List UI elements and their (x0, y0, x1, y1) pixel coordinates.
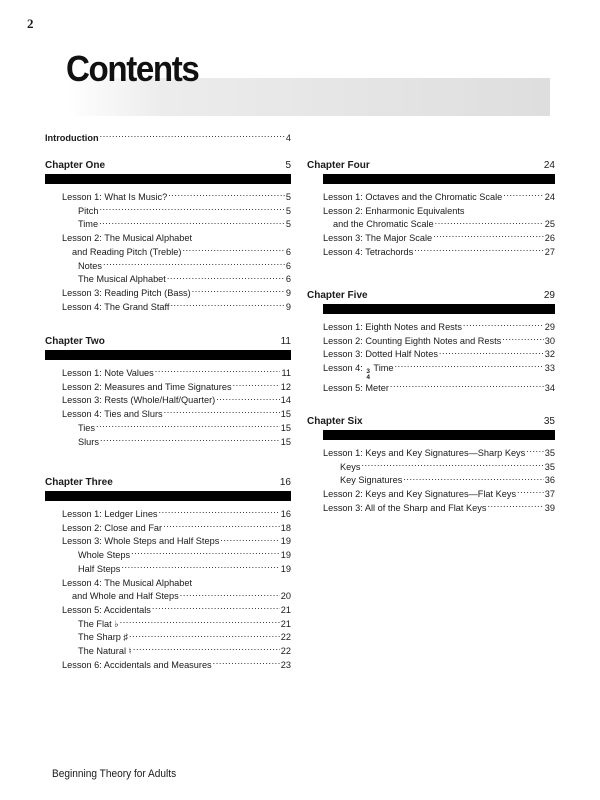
entry-label: Lesson 5: Meter (323, 383, 389, 394)
page-title: Contents (66, 48, 199, 89)
chapter-title: Chapter Six (307, 416, 363, 427)
toc-entry[interactable] (45, 521, 291, 535)
entry-label: The Musical Alphabet (78, 274, 166, 285)
dot-leader (233, 380, 280, 390)
dot-leader (100, 131, 285, 141)
entry-label: Lesson 3: Dotted Half Notes (323, 349, 438, 360)
chapter-heading[interactable] (307, 157, 555, 171)
chapter-page: 5 (285, 160, 291, 171)
chapter-five (307, 287, 555, 395)
entry-label: and Whole and Half Steps (72, 591, 179, 602)
dot-leader (129, 630, 280, 640)
dot-leader (503, 190, 544, 200)
toc-entry[interactable] (45, 190, 291, 204)
chapter-entries (45, 507, 291, 671)
entry-label: The Sharp ♯ (78, 632, 129, 643)
chapter-one (45, 157, 291, 313)
entry-label: The Natural ♮ (78, 646, 132, 657)
toc-entry[interactable] (307, 320, 555, 334)
dot-leader (182, 245, 284, 255)
entry-label: Lesson 6: Accidentals and Measures (62, 659, 212, 670)
time-sig-bottom: 4 (366, 374, 371, 382)
entry-page: 18 (280, 522, 291, 533)
entry-label: Introduction (45, 133, 99, 143)
toc-entry[interactable] (45, 548, 291, 562)
entry-page: 33 (544, 363, 555, 374)
toc-entry[interactable] (307, 473, 555, 487)
chapter-title: Chapter Three (45, 477, 113, 488)
entry-page: 30 (544, 335, 555, 346)
dot-leader (439, 347, 544, 357)
entry-page: 6 (285, 260, 291, 271)
entry-label: Notes (78, 260, 103, 271)
dot-leader (168, 190, 285, 200)
entry-page: 36 (544, 475, 555, 486)
entry-label: Lesson 1: Octaves and the Chromatic Scale (323, 192, 503, 202)
entry-label: and the Chromatic Scale (333, 219, 434, 230)
dot-leader (152, 603, 280, 613)
toc-entry[interactable] (307, 217, 555, 231)
dot-leader (213, 658, 280, 668)
entry-page: 19 (280, 536, 291, 547)
toc-entry[interactable] (307, 245, 555, 259)
dot-leader (361, 460, 543, 470)
entry-label-suffix: Time (373, 363, 394, 374)
toc-entry[interactable] (307, 487, 555, 501)
footer-title: Beginning Theory for Adults (52, 768, 177, 780)
dot-leader (103, 259, 285, 269)
entry-page: 27 (544, 246, 555, 257)
entry-page: 35 (544, 461, 555, 472)
toc-entry[interactable] (307, 381, 555, 395)
entry-label-prefix: Lesson 4: (323, 363, 363, 374)
entry-label: and Reading Pitch (Treble) (72, 246, 182, 257)
time-signature-icon (366, 369, 370, 381)
chapter-title: Chapter One (45, 160, 106, 171)
entry-page: 14 (280, 395, 291, 406)
entry-page: 5 (285, 219, 291, 230)
toc-entry[interactable] (45, 272, 291, 286)
entry-page: 5 (285, 205, 291, 216)
chapter-heading[interactable] (45, 474, 291, 488)
chapter-bar (323, 174, 555, 184)
chapter-title: Chapter Five (307, 290, 368, 301)
toc-entry[interactable] (45, 421, 291, 435)
toc-entry[interactable] (45, 589, 291, 603)
dot-leader (159, 507, 280, 517)
entry-label: The Flat ♭ (78, 618, 119, 629)
entry-label: Lesson 2: Close and Far (62, 522, 163, 533)
chapter-bar (45, 491, 291, 501)
toc-entry[interactable] (45, 562, 291, 576)
entry-label: Lesson 1: What Is Music? (62, 192, 168, 202)
toc-entry[interactable] (45, 658, 291, 672)
toc-entry[interactable] (307, 446, 555, 460)
toc-entry[interactable] (45, 245, 291, 259)
dot-leader (99, 204, 284, 214)
entry-page: 4 (285, 133, 291, 143)
dot-leader (131, 548, 280, 558)
toc-entry[interactable] (45, 617, 291, 631)
time-sig-top: 3 (366, 368, 371, 376)
chapter-six (307, 413, 555, 515)
dot-leader (433, 231, 544, 241)
entry-label: Pitch (78, 205, 99, 216)
entry-label: Lesson 2: Measures and Time Signatures (62, 381, 232, 392)
toc-entry[interactable] (45, 507, 291, 521)
dot-leader (155, 366, 281, 376)
toc-entry[interactable] (45, 644, 291, 658)
toc-entry[interactable] (45, 366, 291, 380)
entry-label: Lesson 2: Keys and Key Signatures—Flat Keys (323, 489, 517, 500)
toc-entry[interactable] (45, 217, 291, 231)
chapter-entries (45, 366, 291, 448)
dot-leader (390, 381, 544, 391)
dot-leader (121, 562, 279, 572)
entry-label: Lesson 2: Counting Eighth Notes and Rests (323, 335, 502, 346)
entry-label: Lesson 1: Note Values (62, 368, 154, 378)
dot-leader (133, 644, 280, 654)
chapter-entries (45, 190, 291, 313)
entry-label: Lesson 2: Enharmonic Equivalents (323, 205, 465, 216)
dot-leader (163, 521, 280, 531)
entry-page: 16 (280, 509, 291, 519)
toc-entry[interactable] (307, 204, 555, 218)
entry-label: Lesson 4: The Grand Staff (62, 301, 170, 312)
chapter-page: 29 (543, 290, 555, 301)
entry-page: 19 (280, 563, 291, 574)
dot-leader (99, 217, 285, 227)
entry-page: 6 (285, 274, 291, 285)
toc-entry[interactable] (45, 300, 291, 314)
dot-leader (164, 407, 280, 417)
toc-entry[interactable] (45, 380, 291, 394)
entry-page: 15 (280, 422, 291, 433)
entry-page: 39 (544, 502, 555, 513)
entry-page: 23 (280, 659, 291, 670)
dot-leader (100, 435, 280, 445)
entry-label: Keys (340, 461, 361, 472)
chapter-title: Chapter Two (45, 336, 105, 347)
entry-label: Lesson 4: The Musical Alphabet (62, 577, 193, 588)
entry-page: 9 (285, 287, 291, 298)
entry-label: Time (78, 219, 99, 230)
dot-leader (220, 534, 279, 544)
dot-leader (435, 217, 544, 227)
toc-entry[interactable] (307, 501, 555, 515)
chapter-page: 35 (543, 416, 555, 427)
toc-entry[interactable] (307, 334, 555, 348)
dot-leader (403, 473, 543, 483)
chapter-bar (45, 350, 291, 360)
chapter-bar (323, 304, 555, 314)
entry-page: 32 (544, 349, 555, 360)
toc-entry[interactable] (307, 361, 555, 381)
entry-label: Lesson 1: Eighth Notes and Rests (323, 322, 462, 332)
entry-label: Lesson 5: Accidentals (62, 604, 151, 615)
toc-entry[interactable] (45, 393, 291, 407)
chapter-entries (307, 446, 555, 515)
chapter-page: 24 (543, 160, 555, 171)
entry-page: 15 (280, 436, 291, 447)
entry-label: Lesson 2: The Musical Alphabet (62, 233, 193, 244)
entry-page: 25 (544, 219, 555, 230)
chapter-two (45, 333, 291, 448)
toc-entry[interactable] (307, 190, 555, 204)
entry-label: Slurs (78, 436, 99, 447)
chapter-heading[interactable] (45, 333, 291, 347)
entry-label (323, 362, 394, 381)
dot-leader (170, 300, 284, 310)
entry-page: 12 (280, 381, 291, 392)
chapter-title: Chapter Four (307, 160, 370, 171)
dot-leader (487, 501, 543, 511)
entry-page: 21 (280, 604, 291, 615)
chapter-four (307, 157, 555, 259)
entry-label: Half Steps (78, 563, 121, 574)
chapter-bar (323, 430, 555, 440)
toc-entry[interactable] (45, 286, 291, 300)
entry-label: Lesson 1: Ledger Lines (62, 509, 158, 519)
toc-entry[interactable] (45, 630, 291, 644)
dot-leader (463, 320, 544, 330)
toc-entry[interactable] (307, 231, 555, 245)
entry-page: 6 (285, 246, 291, 257)
toc-entry[interactable] (307, 347, 555, 361)
toc-entry[interactable] (45, 603, 291, 617)
entry-page: 37 (544, 489, 555, 500)
entry-page: 35 (544, 448, 555, 458)
chapter-heading[interactable] (45, 157, 291, 171)
dot-leader (395, 361, 544, 371)
chapter-page: 11 (280, 336, 291, 347)
dot-leader (120, 617, 280, 627)
entry-page: 22 (280, 646, 291, 657)
entry-page: 29 (544, 322, 555, 332)
toc-entry[interactable] (45, 204, 291, 218)
chapter-page: 16 (279, 477, 291, 488)
chapter-heading[interactable] (307, 287, 555, 301)
entry-label: Lesson 4: Ties and Slurs (62, 409, 163, 420)
entry-label: Key Signatures (340, 475, 403, 486)
dot-leader (502, 334, 544, 344)
chapter-entries (307, 190, 555, 259)
entry-label: Lesson 3: Rests (Whole/Half/Quarter) (62, 395, 216, 406)
toc-entry[interactable] (45, 259, 291, 273)
entry-label: Whole Steps (78, 550, 131, 561)
dot-leader (216, 393, 280, 403)
dot-leader (96, 421, 280, 431)
dot-leader (180, 589, 280, 599)
entry-label: Lesson 3: Whole Steps and Half Steps (62, 536, 220, 547)
entry-page: 22 (280, 632, 291, 643)
toc-entry[interactable] (45, 231, 291, 245)
toc-entry[interactable] (307, 460, 555, 474)
toc-entry[interactable] (45, 534, 291, 548)
dot-leader (414, 245, 544, 255)
chapter-heading[interactable] (307, 413, 555, 427)
entry-label: Ties (78, 422, 96, 433)
entry-page: 11 (281, 368, 291, 378)
entry-page: 21 (280, 618, 291, 629)
chapter-three (45, 474, 291, 671)
entry-page: 19 (280, 550, 291, 561)
entry-page: 15 (280, 409, 291, 420)
entry-page: 34 (544, 383, 555, 394)
dot-leader (526, 446, 544, 456)
page-number: 2 (27, 16, 34, 31)
toc-entry[interactable] (45, 407, 291, 421)
entry-page: 9 (285, 301, 291, 312)
entry-label: Lesson 3: All of the Sharp and Flat Keys (323, 502, 487, 513)
entry-page: 20 (280, 591, 291, 602)
toc-entry[interactable] (45, 576, 291, 590)
toc-entry[interactable] (45, 435, 291, 449)
chapter-bar (45, 174, 291, 184)
entry-page: 5 (285, 192, 291, 202)
entry-page: 26 (544, 233, 555, 244)
entry-label: Lesson 3: Reading Pitch (Bass) (62, 287, 191, 298)
entry-label: Lesson 3: The Major Scale (323, 233, 433, 244)
toc-entry-introduction[interactable] (45, 131, 291, 145)
entry-label: Lesson 1: Keys and Key Signatures—Sharp Keys (323, 448, 526, 458)
dot-leader (192, 286, 285, 296)
dot-leader (517, 487, 544, 497)
entry-page: 24 (544, 192, 555, 202)
entry-label: Lesson 4: Tetrachords (323, 246, 414, 257)
dot-leader (167, 272, 285, 282)
chapter-entries (307, 320, 555, 395)
